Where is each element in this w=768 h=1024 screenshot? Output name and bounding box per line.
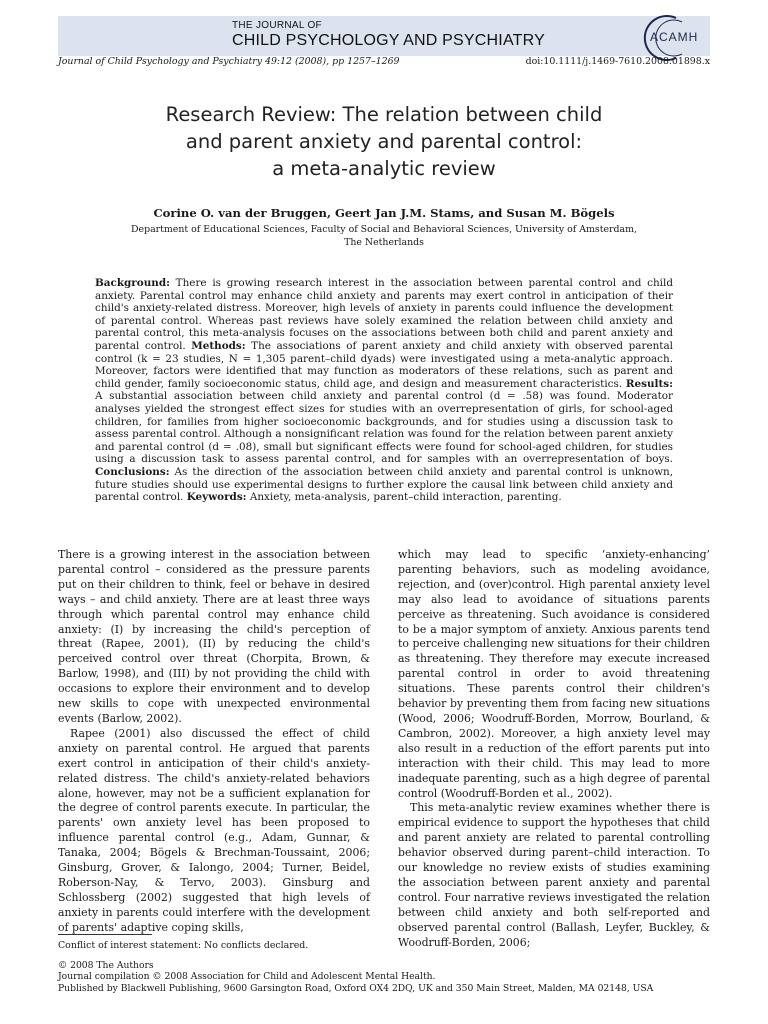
affiliation-line: Department of Educational Sciences, Faculty of Social and Behavioral Sciences, University of Amsterdam, [131,224,637,235]
title-line: Research Review: The relation between child [165,103,603,126]
abstract-conclusions-text: As the direction of the association between child anxiety and parental control is unknown, future studies should use experimental designs to further explore the causal link between child anxiety and parental control. [95,465,673,504]
journal-citation: Journal of Child Psychology and Psychiatry 49:12 (2008), pp 1257–1269 [58,56,400,67]
journal-name-small: THE JOURNAL OF [232,20,322,31]
authors: Corine O. van der Bruggen, Geert Jan J.M. Stams, and Susan M. Bögels [153,206,615,220]
journal-masthead [58,16,710,56]
affiliation [100,224,668,249]
abstract-keywords-text: Anxiety, meta-analysis, parent–child interaction, parenting. [246,491,562,504]
conflict-statement: Conflict of interest statement: No conflicts declared. [58,940,309,951]
body-paragraph: There is a growing interest in the association between parental control – considered as the pressure parents put on their children to think, feel or behave in desired ways – and child anxiety. There are at least three ways through which parental control may enhance child anxiety: (I) by increasing the child's perception of threat (Rapee, 2001), (II) by reducing the child's perceived control over threat (Chorpita, Brown, & Barlow, 1998), and (III) by not providing the child with occasions to explore their environment and to develop new skills to cope with unexpected environmental events (Barlow, 2002). [58,548,370,725]
publisher-line: Published by Blackwell Publishing, 9600 Garsington Road, Oxford OX4 2DQ, UK and 350 Main Street, Malden, MA 02148, USA [58,982,654,994]
copyright-line: © 2008 The Authors [58,960,154,971]
logo-text: ACAMH [650,30,699,44]
body-paragraph: Rapee (2001) also discussed the effect of child anxiety on parental control. He argued that parents exert control in anticipation of their child's anxiety-related distress. The child's anxiety-related behaviors alone, however, may not be a sufficient explanation for the degree of control parents execute. In particular, the parents' own anxiety level has been proposed to influence parental control (e.g., Adam, Gunnar, & Tanaka, 2004; Bögels & Brechman-Toussaint, 2006; Ginsburg, Grover, & Ialongo, 2004; Turner, Beidel, Roberson-Nay, & Tervo, 2003). Ginsburg and Schlossberg (2002) suggested that high levels of anxiety in parents could interfere with the development of parents' adaptive coping skills, [58,726,370,934]
abstract-methods-text: The associations of parent anxiety and child anxiety with observed parental control (k = 23 studies, N = 1,305 parent–child dyads) were investigated using a meta-analytic approach. Moreover, factors were identified that may function as moderators of these relations, such as parent and child gender, family socioeconomic status, child age, and design and measurement characteristics. [95,339,673,390]
affiliation-line: The Netherlands [344,236,424,248]
copyright-footer [58,960,718,994]
body-paragraph: which may lead to specific ‘anxiety-enhancing’ parenting behaviors, such as modeling avoidance, rejection, and (over)control. High parental anxiety level may also lead to avoidance of situations parents perceive as threatening. Such avoidance is considered to be a major symptom of anxiety. Anxious parents tend to perceive challenging new situations for their children as threatening. They therefore may execute increased parental control in order to avoid threatening situations. These parents control their children's behavior by preventing them from facing new situations (Wood, 2006; Woodruff-Borden, Morrow, Bourland, & Cambron, 2002). Moreover, a high anxiety level may also result in a reduction of the effort parents put into interaction with their child. This may lead to more inadequate parenting, such as a high degree of parental control (Woodruff-Borden et al., 2002). [398,548,710,800]
article-title [90,101,678,182]
abstract-background-label: Background: [95,277,170,289]
abstract-methods-label: Methods: [191,339,246,352]
title-line: a meta-analytic review [272,157,496,180]
abstract-results-label: Results: [625,377,673,390]
doi[interactable]: doi:10.1111/j.1469-7610.2008.01898.x [525,56,710,67]
abstract-conclusions-label: Conclusions: [95,465,170,478]
body-paragraph: This meta-analytic review examines whether there is empirical evidence to support the hypotheses that child and parent anxiety are related to parental controlling behavior observed during parent–child interaction. To our knowledge no review exists of studies examining the association between parent anxiety and parental control. Four narrative reviews investigated the relation between child anxiety and both self-reported and observed parental control (Ballash, Leyfer, Buckley, & Woodruff-Borden, 2006; [398,801,710,948]
body-column-right [398,548,710,948]
abstract-results-text: A substantial association between child anxiety and parental control (d = .58) was found. Moderator analyses yielded the strongest effect sizes for studies with an overrepresentation of girls, for school-aged children, for families from higher socioeconomic backgrounds, and for studies using a discussion task to assess parental control. Although a nonsignificant relation was found for the relation between parent anxiety and parental control (d = .08), small but significant effects were found for school-aged children, for studies using a discussion task to assess parental control, and for samples with an overrepresentation of boys. [95,390,673,466]
abstract [95,277,673,504]
abstract-background-text: There is growing research interest in the association between parental control and child anxiety. Parental control may enhance child anxiety and parents may exert control in anticipation of their child's anxiety-related distress. Moreover, high levels of anxiety in parents could influence the development of parental control. Whereas past reviews have solely examined the relation between child anxiety and parental control, this meta-analysis focuses on the associations between both child and parent anxiety and parental control. [95,277,673,352]
body-column-left [58,548,370,936]
footnote-rule [58,934,152,935]
journal-name: CHILD PSYCHOLOGY AND PSYCHIATRY [232,32,545,49]
title-line: and parent anxiety and parental control: [185,130,583,153]
compilation-line: Journal compilation © 2008 Association for Child and Adolescent Mental Health. [58,971,436,983]
abstract-keywords-label: Keywords: [186,491,247,504]
